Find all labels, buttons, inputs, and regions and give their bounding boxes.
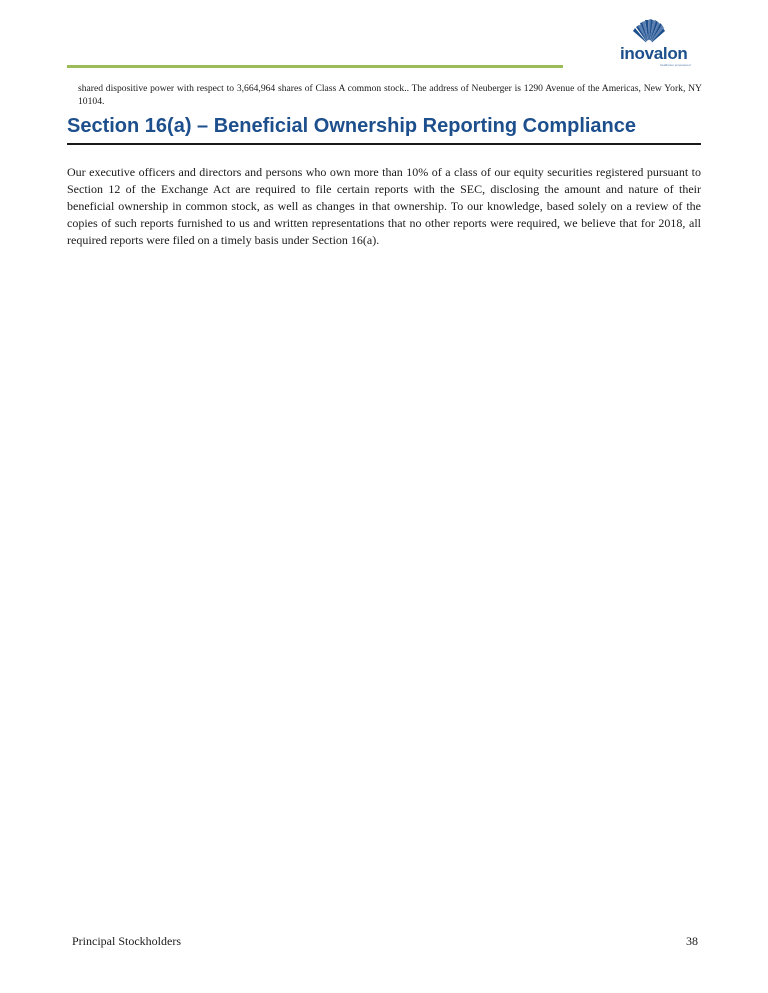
section-title: Section 16(a) – Beneficial Ownership Reporting Compliance [67, 115, 637, 137]
logo-burst-icon [630, 17, 668, 47]
logo-tagline: healthcare empowered [660, 63, 691, 67]
section-title-rule [67, 143, 701, 145]
footnote-continuation: shared dispositive power with respect to 3,664,964 shares of Class A common stock.. The address of Neuberger is 1290 Avenue of the Americas, New York, NY 10104. [78, 83, 702, 107]
footer-page-number: 38 [686, 934, 698, 948]
section-body-paragraph: Our executive officers and directors and persons who own more than 10% of a class of our equity securities registered pursuant to Section 12 of the Exchange Act are required to file certain reports with the SEC, disclosing the amount and nature of their beneficial ownership in common stock, as well as changes in that ownership. To our knowledge, based solely on a review of the copies of such reports furnished to us and written representations that no other reports were required, we believe that for 2018, all required reports were filed on a timely basis under Section 16(a). [67, 165, 701, 247]
logo-wordmark: inovalon [620, 44, 688, 63]
header-accent-rule [67, 65, 563, 68]
inovalon-logo [618, 17, 702, 69]
footer-section-name: Principal Stockholders [72, 934, 181, 948]
